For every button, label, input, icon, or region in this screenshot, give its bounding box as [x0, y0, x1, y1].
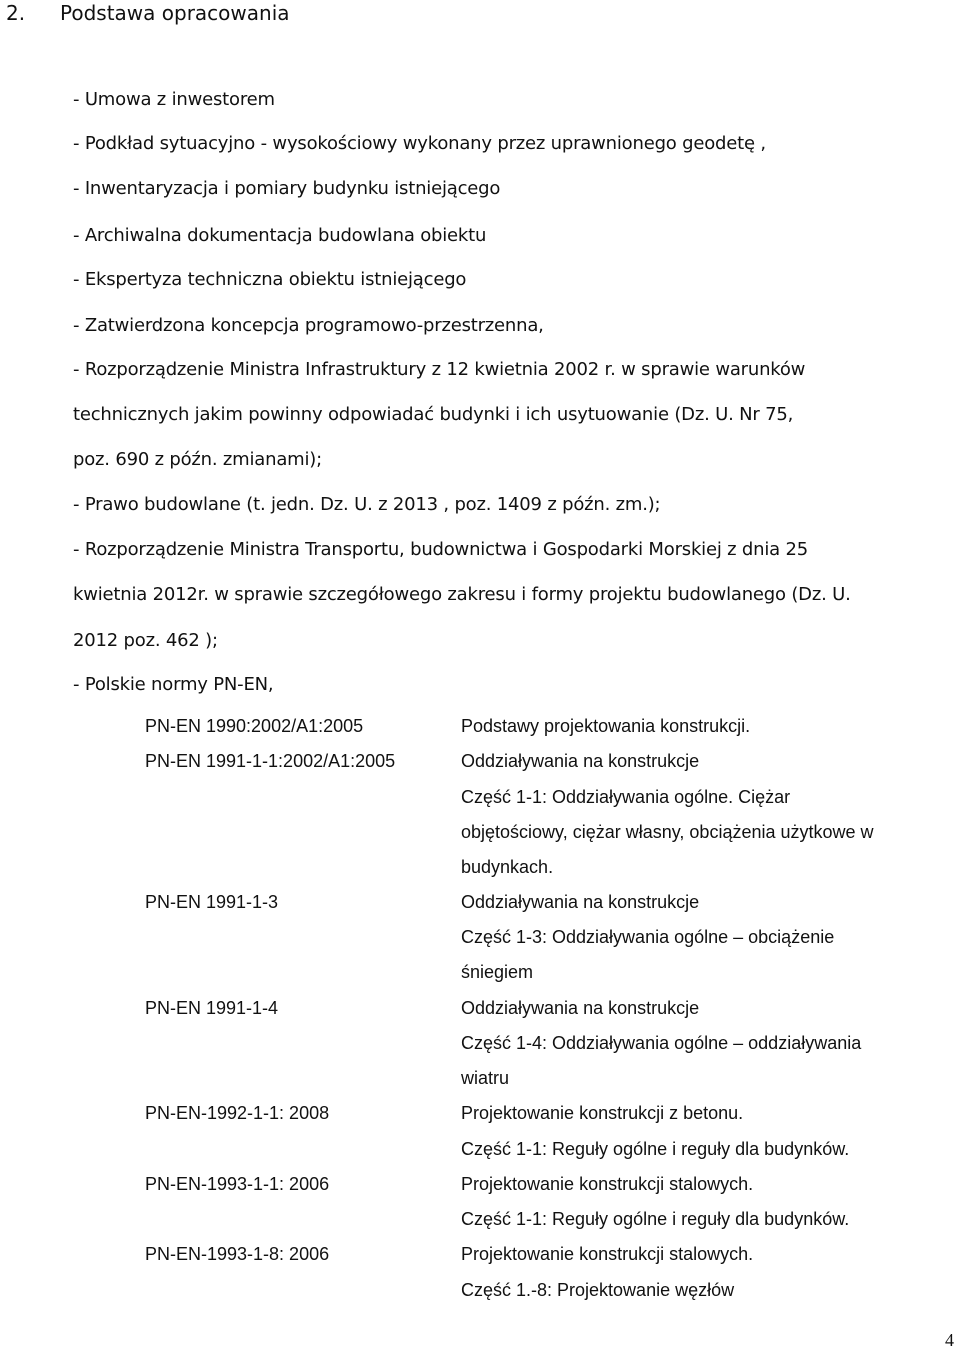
norm-desc: Część 1-3: Oddziaływania ogólne – obciążenie	[461, 927, 835, 947]
basis-line: poz. 690 z późn. zmianami);	[73, 449, 322, 470]
norm-desc: Część 1-1: Oddziaływania ogólne. Ciężar	[461, 787, 791, 807]
norm-desc: budynkach.	[461, 857, 554, 877]
norm-desc: Oddziaływania na konstrukcje	[461, 751, 700, 771]
basis-line: - Polskie normy PN-EN,	[73, 674, 274, 695]
basis-line: - Inwentaryzacja i pomiary budynku istniejącego	[73, 178, 501, 199]
norm-desc: Projektowanie konstrukcji stalowych.	[461, 1174, 754, 1194]
norm-desc: Część 1-4: Oddziaływania ogólne – oddziaływania	[461, 1033, 862, 1053]
norm-code: PN-EN 1991-1-1:2002/A1:2005	[145, 751, 396, 771]
norm-desc: Część 1.-8: Projektowanie węzłów	[461, 1280, 735, 1300]
section-number: 2.	[6, 1, 26, 25]
norm-code: PN-EN-1993-1-1: 2006	[145, 1174, 330, 1194]
norm-desc: Oddziaływania na konstrukcje	[461, 892, 700, 912]
norm-desc: Podstawy projektowania konstrukcji.	[461, 716, 751, 736]
basis-line: - Prawo budowlane (t. jedn. Dz. U. z 2013 , poz. 1409 z późn. zm.);	[73, 494, 661, 515]
norm-desc: Część 1-1: Reguły ogólne i reguły dla budynków.	[461, 1209, 850, 1229]
norm-code: PN-EN 1991-1-4	[145, 998, 279, 1018]
page-number: 4	[945, 1330, 954, 1350]
norm-code: PN-EN 1990:2002/A1:2005	[145, 716, 364, 736]
norm-desc: Oddziaływania na konstrukcje	[461, 998, 700, 1018]
norm-desc: Część 1-1: Reguły ogólne i reguły dla budynków.	[461, 1139, 850, 1159]
basis-line: technicznych jakim powinny odpowiadać budynki i ich usytuowanie (Dz. U. Nr 75,	[73, 404, 794, 425]
norm-code: PN-EN-1992-1-1: 2008	[145, 1103, 330, 1123]
norm-desc: Projektowanie konstrukcji stalowych.	[461, 1244, 754, 1264]
basis-line: - Umowa z inwestorem	[73, 89, 275, 110]
basis-line: 2012 poz. 462 );	[73, 630, 218, 651]
section-heading	[6, 0, 290, 26]
basis-line: kwietnia 2012r. w sprawie szczegółowego zakresu i formy projektu budowlanego (Dz. U.	[73, 584, 851, 605]
basis-line: - Zatwierdzona koncepcja programowo-przestrzenna,	[73, 315, 544, 336]
basis-line: - Rozporządzenie Ministra Infrastruktury z 12 kwietnia 2002 r. w sprawie warunków	[73, 359, 806, 380]
norm-desc: Projektowanie konstrukcji z betonu.	[461, 1103, 744, 1123]
basis-line: - Podkład sytuacyjno - wysokościowy wykonany przez uprawnionego geodetę ,	[73, 133, 766, 154]
norm-desc: wiatru	[461, 1068, 510, 1088]
norm-code: PN-EN 1991-1-3	[145, 892, 279, 912]
norm-code: PN-EN-1993-1-8: 2006	[145, 1244, 330, 1264]
section-title: Podstawa opracowania	[60, 1, 290, 25]
basis-line: - Archiwalna dokumentacja budowlana obiektu	[73, 225, 487, 246]
basis-line: - Ekspertyza techniczna obiektu istniejącego	[73, 269, 467, 290]
basis-line: - Rozporządzenie Ministra Transportu, budownictwa i Gospodarki Morskiej z dnia 25	[73, 539, 809, 560]
norm-desc: objętościowy, ciężar własny, obciążenia użytkowe w	[461, 822, 874, 842]
norm-desc: śniegiem	[461, 962, 534, 982]
